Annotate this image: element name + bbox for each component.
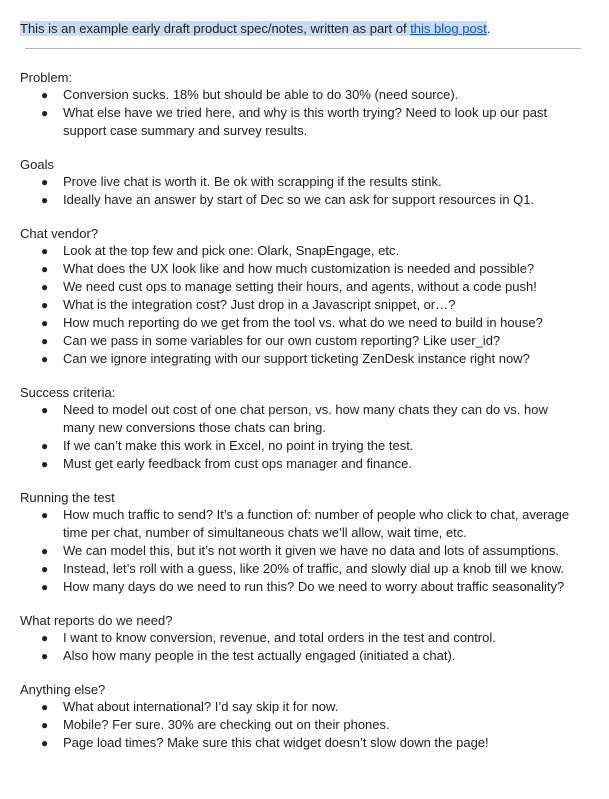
list-item <box>20 506 589 542</box>
bullet-icon: ● <box>41 457 49 471</box>
list-item-text: Also how many people in the test actually engaged (initiated a chat). <box>63 648 456 663</box>
list-item-text: Need to model out cost of one chat person, vs. how many chats they can do vs. how many new conversions those chats can bring. <box>63 402 548 435</box>
bullet-icon: ● <box>41 352 49 366</box>
list-item-text: What does the UX look like and how much customization is needed and possible? <box>63 261 535 276</box>
bullet-icon: ● <box>41 175 49 189</box>
list-item-text: Must get early feedback from cust ops manager and finance. <box>63 456 413 471</box>
list-item-text: Ideally have an answer by start of Dec so we can ask for support resources in Q1. <box>63 192 535 207</box>
list-item <box>20 455 589 473</box>
list-item-text: Page load times? Make sure this chat widget doesn’t slow down the page! <box>63 735 489 750</box>
section-title: Problem: <box>20 70 73 85</box>
list-item <box>20 242 589 260</box>
list-item <box>20 629 589 647</box>
bullet-icon: ● <box>41 106 49 120</box>
list-item <box>20 314 589 332</box>
bullet-icon: ● <box>41 298 49 312</box>
list-item-text: I want to know conversion, revenue, and total orders in the test and control. <box>63 630 496 645</box>
section <box>20 384 589 473</box>
intro-paragraph <box>20 18 589 39</box>
list-item <box>20 173 589 191</box>
bullet-list <box>20 506 589 596</box>
list-item-text: Prove live chat is worth it. Be ok with scrapping if the results stink. <box>63 174 442 189</box>
section-title: Chat vendor? <box>20 226 99 241</box>
bullet-icon: ● <box>41 736 49 750</box>
list-item <box>20 350 589 368</box>
list-item <box>20 260 589 278</box>
list-item-text: If we can’t make this work in Excel, no point in trying the test. <box>63 438 414 453</box>
list-item <box>20 437 589 455</box>
bullet-icon: ● <box>41 403 49 417</box>
bullet-list <box>20 242 589 368</box>
bullet-list <box>20 698 589 752</box>
bullet-icon: ● <box>41 262 49 276</box>
section <box>20 489 589 596</box>
list-item-text: Can we pass in some variables for our own custom reporting? Like user_id? <box>63 333 501 348</box>
bullet-icon: ● <box>41 334 49 348</box>
bullet-list <box>20 629 589 665</box>
section-title: Success criteria: <box>20 385 116 400</box>
bullet-icon: ● <box>41 193 49 207</box>
list-item <box>20 191 589 209</box>
list-item-text: What about international? I’d say skip it for now. <box>63 699 339 714</box>
list-item-text: Look at the top few and pick one: Olark, SnapEngage, etc. <box>63 243 400 258</box>
list-item <box>20 578 589 596</box>
bullet-icon: ● <box>41 88 49 102</box>
bullet-list <box>20 86 589 140</box>
list-item-text: How much traffic to send? It’s a function of: number of people who click to chat, average time per chat, number of simultaneous chats we’ll allow, wait time, etc. <box>63 507 570 540</box>
section-title: Running the test <box>20 490 115 505</box>
section <box>20 681 589 752</box>
list-item <box>20 647 589 665</box>
list-item <box>20 278 589 296</box>
list-item <box>20 734 589 752</box>
list-item-text: Mobile? Fer sure. 30% are checking out on their phones. <box>63 717 390 732</box>
horizontal-rule <box>25 48 581 49</box>
bullet-icon: ● <box>41 280 49 294</box>
list-item-text: Instead, let’s roll with a guess, like 20% of traffic, and slowly dial up a knob till we know. <box>63 561 565 576</box>
list-item <box>20 560 589 578</box>
bullet-list <box>20 401 589 473</box>
bullet-icon: ● <box>41 508 49 522</box>
bullet-icon: ● <box>41 544 49 558</box>
bullet-list <box>20 173 589 209</box>
bullet-icon: ● <box>41 580 49 594</box>
bullet-icon: ● <box>41 562 49 576</box>
list-item <box>20 86 589 104</box>
list-item <box>20 401 589 437</box>
section-title: Anything else? <box>20 682 106 697</box>
section <box>20 225 589 368</box>
list-item <box>20 104 589 140</box>
list-item-text: Can we ignore integrating with our support ticketing ZenDesk instance right now? <box>63 351 530 366</box>
list-item-text: What is the integration cost? Just drop in a Javascript snippet, or…? <box>63 297 456 312</box>
list-item-text: We need cust ops to manage setting their hours, and agents, without a code push! <box>63 279 537 294</box>
section <box>20 612 589 665</box>
section-title: Goals <box>20 157 54 172</box>
list-item-text: How much reporting do we get from the tool vs. what do we need to build in house? <box>63 315 543 330</box>
sections-container <box>20 69 589 752</box>
blog-post-link[interactable]: this blog post <box>410 21 487 36</box>
bullet-icon: ● <box>41 316 49 330</box>
section <box>20 156 589 209</box>
bullet-icon: ● <box>41 718 49 732</box>
bullet-icon: ● <box>41 244 49 258</box>
list-item-text: We can model this, but it’s not worth it given we have no data and lots of assumptions. <box>63 543 559 558</box>
intro-text: This is an example early draft product spec/notes, written as part of <box>20 21 411 36</box>
list-item-text: Conversion sucks. 18% but should be able to do 30% (need source). <box>63 87 459 102</box>
bullet-icon: ● <box>41 700 49 714</box>
list-item <box>20 716 589 734</box>
section <box>20 69 589 140</box>
list-item <box>20 542 589 560</box>
list-item-text: What else have we tried here, and why is this worth trying? Need to look up our past support case summary and survey results. <box>63 105 548 138</box>
list-item-text: How many days do we need to run this? Do we need to worry about traffic seasonality? <box>63 579 565 594</box>
bullet-icon: ● <box>41 649 49 663</box>
bullet-icon: ● <box>41 439 49 453</box>
list-item <box>20 698 589 716</box>
bullet-icon: ● <box>41 631 49 645</box>
intro-highlight <box>20 21 487 36</box>
list-item <box>20 296 589 314</box>
list-item <box>20 332 589 350</box>
intro-suffix: . <box>486 21 491 36</box>
section-title: What reports do we need? <box>20 613 173 628</box>
